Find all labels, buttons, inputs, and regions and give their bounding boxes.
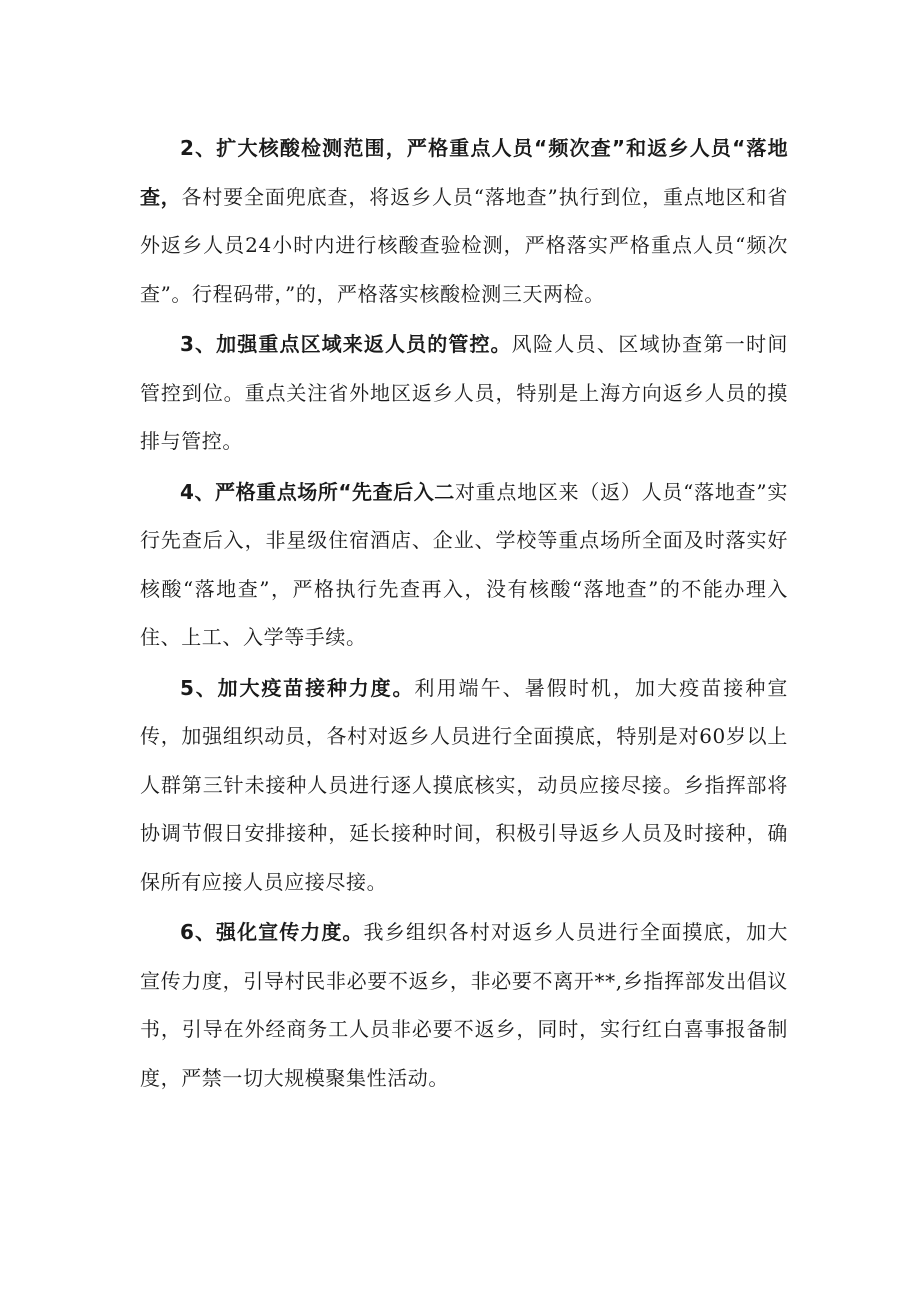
paragraph-item-6 (140, 908, 788, 1102)
paragraph-heading: 6、强化宣传力度。 (180, 920, 364, 944)
paragraph-item-4 (140, 468, 788, 662)
paragraph-item-5 (140, 664, 788, 907)
paragraph-heading: 5、加大疫苗接种力度。 (180, 675, 415, 700)
paragraph-text: 风险人员、区域协查第一时间管控到位。重点关注省外地区返乡人员，特别是上海方向返乡人员的摸排与管控。 (140, 332, 788, 453)
paragraph-text: 各村要全面兜底查，将返乡人员“落地查”执行到位，重点地区和省外返乡人员24小时内进行核酸查验检测，严格落实严格重点人员“频次查”。行程码带，”的，严格落实核酸检测三天两检。 (140, 184, 788, 306)
paragraph-heading: 3、加强重点区域来返人员的管控。 (180, 332, 512, 356)
paragraph-text: 我乡组织各村对返乡人员进行全面摸底，加大宣传力度，引导村民非必要不返乡，非必要不离开**,乡指挥部发出倡议书，引导在外经商务工人员非必要不返乡，同时，实行红白喜事报备制度，严禁一切大规模聚集性活动。 (140, 920, 788, 1090)
paragraph-text: 利用端午、暑假时机，加大疫苗接种宣传，加强组织动员，各村对返乡人员进行全面摸底，特别是对60岁以上人群第三针未接种人员进行逐人摸底核实，动员应接尽接。乡指挥部将协调节假日安排接种，延长接种时间，积极引导返乡人员及时接种，确保所有应接人员应接尽接。 (140, 675, 788, 894)
paragraph-heading: 2、扩大核酸检测范围，严格重点人员“频次查”和返乡人员“落地查， (140, 136, 788, 209)
paragraph-heading: 4、严格重点场所“先查后入二 (180, 479, 455, 504)
paragraph-item-2 (140, 124, 788, 318)
paragraph-text: 对重点地区来（返）人员“落地查”实行先查后入，非星级住宿酒店、企业、学校等重点场所全面及时落实好核酸“落地查”，严格执行先查再入，没有核酸“落地查”的不能办理入住、上工、入学等手续。 (140, 479, 788, 649)
document-body (140, 124, 788, 1104)
paragraph-item-3 (140, 320, 788, 466)
